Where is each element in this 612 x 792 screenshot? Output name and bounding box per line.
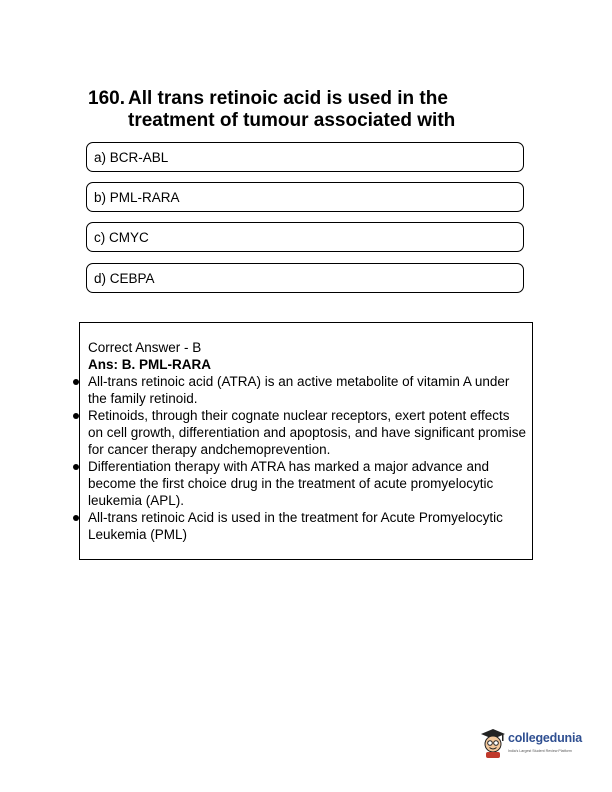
bullet-icon: [73, 413, 79, 419]
option-a[interactable]: a) BCR-ABL: [86, 142, 524, 172]
explanation-list: [88, 373, 528, 543]
correct-answer-line: Correct Answer - B: [88, 340, 202, 355]
option-c[interactable]: c) CMYC: [86, 222, 524, 252]
explanation-item: [88, 509, 528, 543]
answer-title: Ans: B. PML-RARA: [88, 357, 211, 372]
answer-box: [79, 322, 533, 560]
explanation-item: [88, 458, 528, 509]
brand-tagline: India's Largest Student Review Platform: [508, 749, 572, 753]
explanation-text: All-trans retinoic acid (ATRA) is an active metabolite of vitamin A under the family retinoid.: [88, 374, 510, 406]
explanation-text: Differentiation therapy with ATRA has marked a major advance and become the first choice drug in the treatment of acute promyelocytic leukemia (APL).: [88, 459, 494, 508]
question-line-1: All trans retinoic acid is used in the: [128, 88, 448, 109]
explanation-item: [88, 407, 528, 458]
question-line-2: treatment of tumour associated with: [128, 110, 456, 131]
answer-content: [88, 339, 528, 543]
question-number: 160.: [88, 88, 125, 109]
bullet-icon: [73, 464, 79, 470]
brand-name: collegedunia: [508, 731, 583, 745]
explanation-text: All-trans retinoic Acid is used in the treatment for Acute Promyelocytic Leukemia (PML): [88, 510, 503, 542]
option-d[interactable]: d) CEBPA: [86, 263, 524, 293]
question-text: [88, 88, 528, 132]
bullet-icon: [73, 515, 79, 521]
brand-logo: [480, 727, 590, 761]
bullet-icon: [73, 379, 79, 385]
explanation-text: Retinoids, through their cognate nuclear receptors, exert potent effects on cell growth, differentiation and apoptosis, and have significant promise for cancer therapy andchemoprevention.: [88, 408, 527, 457]
graduate-mascot-icon: [480, 728, 506, 758]
option-b[interactable]: b) PML-RARA: [86, 182, 524, 212]
explanation-item: [88, 373, 528, 407]
